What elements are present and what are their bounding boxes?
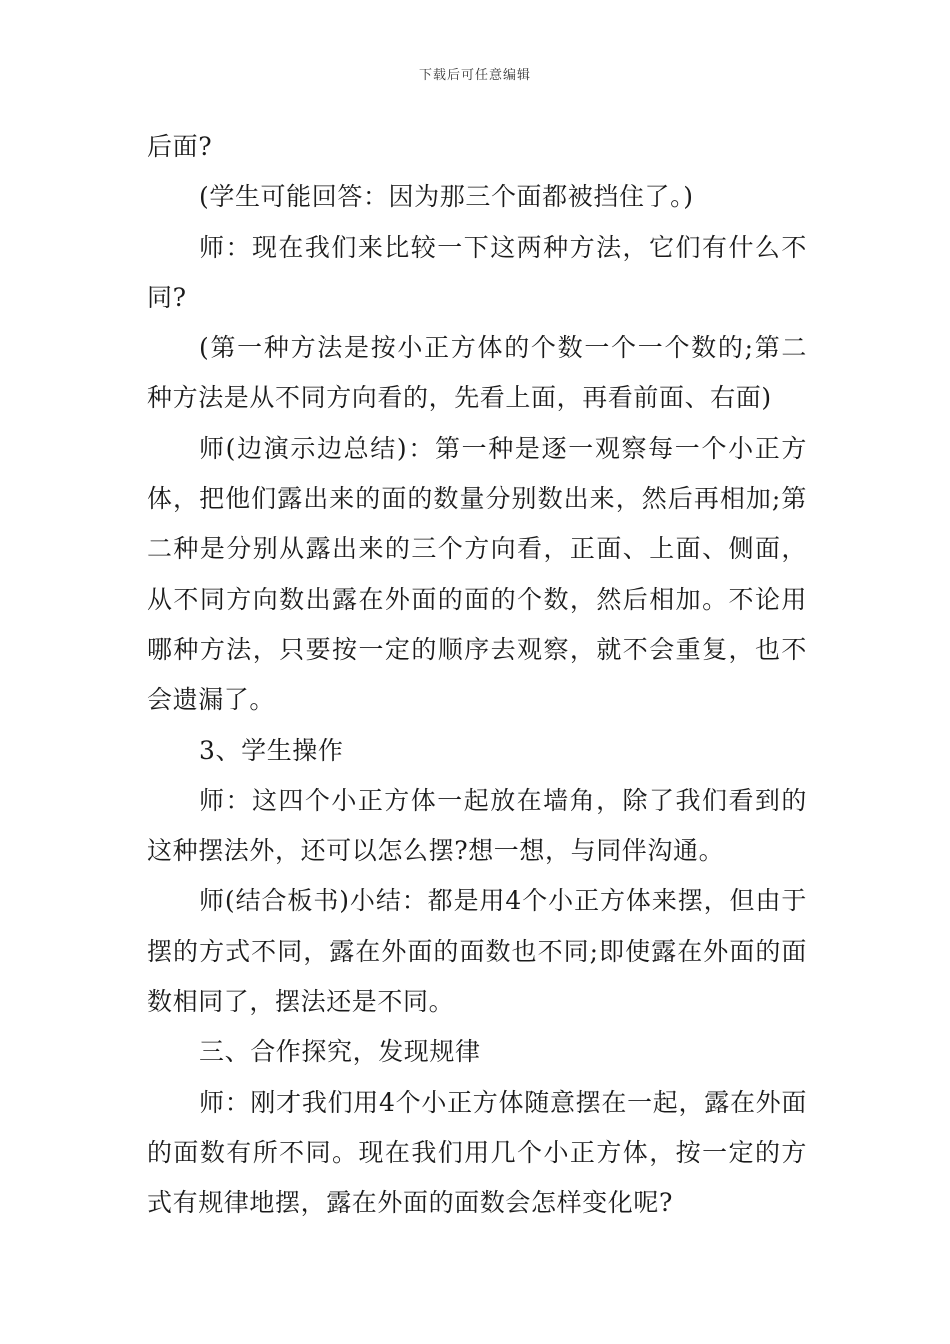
paragraph-teacher-question: 师：这四个小正方体一起放在墙角，除了我们看到的这种摆法外，还可以怎么摆?想一想，与同伴沟通。 [147, 785, 807, 866]
section-heading-student-operation: 3、学生操作 [199, 735, 344, 765]
paragraph-teacher-explore: 师：刚才我们用4个小正方体随意摆在一起，露在外面的面数有所不同。现在我们用几个小正方体，按一定的方式有规律地摆，露在外面的面数会怎样变化呢? [147, 1087, 807, 1218]
section-heading-explore: 三、合作探究，发现规律 [199, 1037, 481, 1067]
document-body [147, 122, 807, 1229]
paragraph-teacher-compare: 师：现在我们来比较一下这两种方法，它们有什么不同? [147, 232, 807, 312]
paragraph-teacher-conclusion: 师(结合板书)小结：都是用4个小正方体来摆，但由于摆的方式不同，露在外面的面数也不同;即使露在外面的面数相同了，摆法还是不同。 [147, 886, 807, 1017]
page-header: 下载后可任意编辑 [418, 68, 531, 83]
paragraph-continuation: 后面? [147, 132, 213, 161]
paragraph-methods: (第一种方法是按小正方体的个数一个一个数的;第二种方法是从不同方向看的，先看上面，再看前面、右面) [147, 333, 807, 413]
paragraph-teacher-summary: 师(边演示边总结)：第一种是逐一观察每一个小正方体，把他们露出来的面的数量分别数出来，然后再相加;第二种是分别从露出来的三个方向看，正面、上面、侧面，从不同方向数出露在外面的面的个数，然后相加。不论用哪种方法，只要按一定的顺序去观察，就不会重复，也不会遗漏了。 [147, 433, 807, 715]
paragraph-student-answer: (学生可能回答：因为那三个面都被挡住了。) [199, 182, 694, 212]
